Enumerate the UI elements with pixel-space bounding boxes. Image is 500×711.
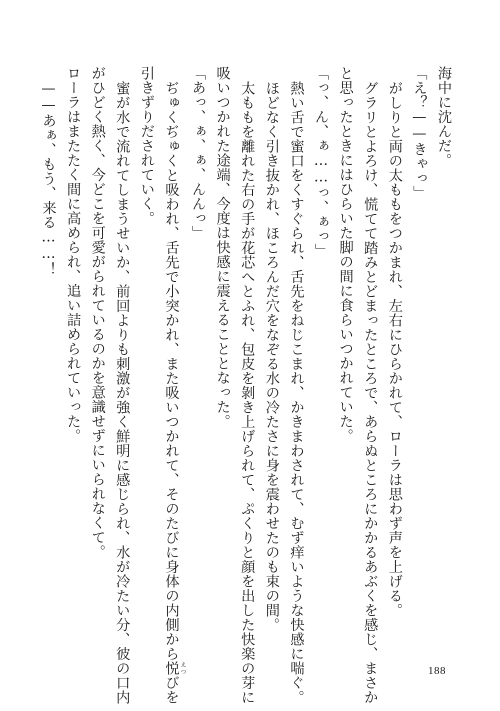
text-line-12-post: びを	[163, 675, 180, 704]
text-line-12	[159, 66, 186, 704]
text-line-8: ほどなく引き抜かれ、ほころんだ穴をなぞる水の冷たさに身を震わせたのも束の間。	[263, 80, 280, 632]
text-line-1: 海中に沈んだ。	[436, 66, 452, 168]
text-line-14: 蜜が水で流れてしまうせいか、前回よりも刺激が強く鮮明に感じられ、水が冷たい分、彼の口内	[114, 80, 131, 704]
text-line-16: ローラはまたたく間に高められ、追い詰められていった。	[65, 66, 82, 443]
text-line-15: がひどく熱く、今どこを可愛がられているのかを意識せずにいられなくて。	[89, 66, 106, 559]
page-number: 188	[428, 665, 446, 677]
text-line-6: 「っ、ん、ぁ……っ、ぁっ」	[313, 66, 330, 259]
text-line-7: 熱い舌で蜜口をくすぐられ、舌先をねじこまれ、かきまわされて、むず痒いような快感に喘ぐ。	[288, 80, 305, 704]
text-line-5: と思ったときにはひらいた脚の間に食らいつかれていた。	[337, 66, 354, 443]
ruby-reading: えつ	[178, 660, 186, 675]
text-line-13: 引きずりだされていく。	[138, 66, 155, 226]
furigana-ruby	[163, 660, 186, 676]
text-line-3: がしりと両の太ももをつかまれ、左右にひらかれて、ローラは思わず声を上げる。	[386, 80, 403, 617]
text-line-2: 「え？——きゃっ」	[411, 66, 428, 201]
ruby-base: 悦	[163, 660, 180, 675]
text-line-11: 「あっ、ぁ、ぁ、んんっ」	[190, 66, 207, 240]
text-line-17: ——あぁ、もう、来る……！	[40, 80, 57, 277]
text-line-9: 太ももを離れた右の手が花芯へとふれ、包皮を剝き上げられて、ぷくりと顔を出した快楽の芽に	[239, 80, 256, 704]
text-line-10: 吸いつかれた途端、今度は快感に震えることとなった。	[214, 66, 231, 429]
text-line-4: グラリとよろけ、慌てて踏みとどまったところで、あらぬところにかかるあぶくを感じ、まさか	[362, 80, 379, 704]
text-line-12-pre: ぢゅくぢゅくと吸われ、舌先で小突かれ、また吸いつかれて、そのたびに身体の内側から	[163, 80, 180, 661]
